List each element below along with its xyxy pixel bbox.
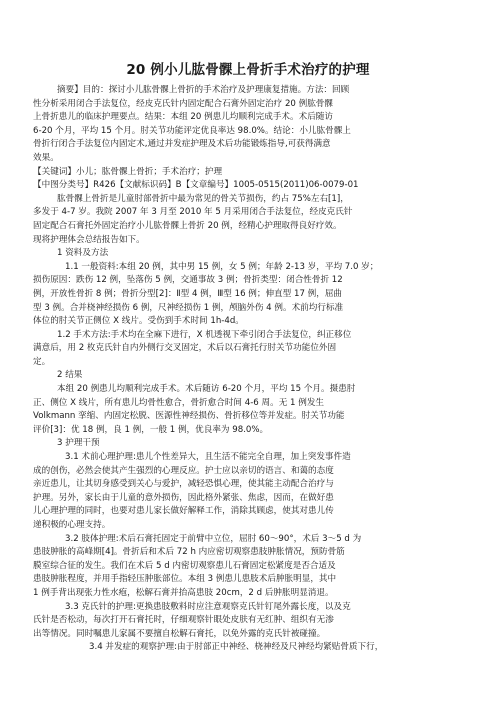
text-line: 1.1 一般资料:本组 20 例，其中男 15 例，女 5 例；年龄 2-13 岁，平均 7.0 岁；	[65, 261, 379, 272]
text-line: 氏针是否松动，每次打开石膏托时，仔细观察针眼处皮肤有无红肿、组织有无渗	[33, 615, 334, 626]
text-line: 3 护理干预	[57, 438, 100, 449]
text-line: 正、侧位 X 线片，所有患儿均骨性愈合，骨折愈合时间 4-6 周。无 1 例发生	[33, 397, 325, 408]
text-line: 定。	[33, 356, 51, 367]
text-line: 膜室综合征的发生。我们在术后 5 d 内密切观察患儿石膏固定松紧度是否合适及	[33, 560, 336, 571]
text-line: 2 结果	[57, 370, 83, 381]
text-line: 本组 20 例患儿均顺利完成手术。术后随访 6-20 个月，平均 15 个月。摄患肘	[57, 384, 356, 395]
text-line: 【中图分类号】R426【文献标识码】B【文章编号】1005-0515(2011)06-0079-01	[33, 180, 359, 191]
text-line: 评价[3]：优 18 例，良 1 例，一般 1 例，优良率为 98.0%。	[33, 424, 269, 435]
text-line: 3.2 肢体护理:术后石膏托固定于前臂中立位，屈肘 60～90°，术后 3～5 d 为	[65, 533, 362, 544]
text-line: 护理。另外，家长由于儿童的意外损伤，因此格外紧张、焦虑，因而，在做好患	[33, 492, 334, 503]
text-line: 损伤原因：跌伤 12 例，坠落伤 5 例，交通事故 3 例；骨折类型：闭合性骨折 12	[33, 275, 343, 286]
article-body	[33, 84, 478, 655]
text-line: 递积极的心理支持。	[33, 520, 111, 530]
text-line: 3.4 并发症的观察护理:由于肘部正中神经、桡神经及尺神经均紧贴骨质下行，	[89, 642, 384, 653]
text-line: 效果。	[33, 152, 59, 163]
text-line: 上骨折患儿的临床护理要点。结果：本组 20 例患儿均顺利完成手术。术后随访	[33, 112, 333, 123]
text-line: 3.1 术前心理护理:患儿个性差异大，且生活不能完全自理，加上突发事件造	[65, 452, 351, 463]
text-line: 儿心理护理的同时，也要对患儿家长做好解释工作，消除其顾虑，使其对患儿传	[33, 506, 334, 517]
text-line: 3.3 克氏针的护理:更换患肢敷料时应注意观察克氏针钉尾外露长度，以及克	[65, 601, 351, 612]
text-line: 满意后，用 2 枚克氏针自内外侧行交叉固定，术后以石膏托行肘关节功能位外固	[33, 343, 337, 354]
text-line: 出等情况。同时嘱患儿家属不要擅自松解石膏托，以免外露的克氏针被碰撞。	[33, 628, 326, 639]
text-line: 亲近患儿，让其切身感受到关心与爱护，减轻恐惧心理，使其能主动配合治疗与	[33, 479, 334, 490]
page-title: 20 例小儿肱骨髁上骨折手术治疗的护理	[126, 62, 370, 78]
text-line: 1.2 手术方法:手术均在全麻下进行，X 机透视下牵引闭合手法复位，纠正移位	[57, 329, 352, 340]
text-line: 【关键词】小儿；肱骨髁上骨折；手术治疗；护理	[33, 166, 223, 177]
text-line: 摘要】目的：探讨小儿肱骨髁上骨折的手术治疗及护理康复措施。方法：回顾	[57, 85, 350, 95]
text-line: 例，开放性骨折 8 例；骨折分型[2]：Ⅱ型 4 例，Ⅲ型 16 例；伸直型 17 例，屈曲	[33, 288, 343, 299]
text-line: 患肢肿胀程度，并用手指轻压肿胀部位。本组 3 例患儿患肢术后肿胀明显，其中	[33, 574, 337, 585]
text-line: 体位的肘关节正侧位 X 线片。受伤到手术时间 1h-4d。	[33, 316, 244, 327]
text-line: 多发于 4-7 岁。我院 2007 年 3 月至 2010 年 5 月采用闭合手法复位，经皮克氏针	[33, 207, 353, 218]
text-line: 成的创伤，必然会使其产生强烈的心理反应。护士应以亲切的语言、和蔼的态度	[33, 465, 334, 476]
text-line: 现将护理体会总结报告如下。	[33, 234, 145, 245]
text-line: 性分析采用闭合手法复位，经皮克氏针内固定配合石膏外固定治疗 20 例肱骨髁	[33, 98, 333, 109]
text-line: 患肢肿胀的高峰期[4]。骨折后和术后 72 h 内应密切观察患肢肿胀情况，预防骨筋	[33, 547, 345, 558]
text-line: 骨折行闭合手法复位内固定术,通过并发症护理及术后功能锻炼指导,可获得满意	[33, 139, 331, 150]
text-line: 1 资料及方法	[57, 248, 109, 259]
text-line: Volkmann 挛缩、内固定松脱、医源性神经损伤、骨折移位等并发症。肘关节功能	[33, 411, 345, 422]
text-line: 1 例手背出现张力性水疱，松解石膏并抬高患肢 20cm，2 d 后肿胀明显消退。	[33, 587, 334, 598]
text-line: 型 3 例。合并桡神经损伤 6 例，尺神经损伤 1 例，颅脑外伤 4 例。术前均行标准	[33, 302, 344, 313]
text-line: 6-20 个月，平均 15 个月。肘关节功能评定优良率达 98.0%。结论：小儿肱骨髁上	[33, 125, 351, 136]
text-line: 固定配合石膏托外固定治疗小儿肱骨髁上骨折 20 例，经精心护理取得良好疗效。	[33, 220, 342, 231]
text-line: 肱骨髁上骨折是儿童肘部骨折中最为常见的骨关节损伤，约占 75%左右[1]，	[57, 193, 349, 204]
